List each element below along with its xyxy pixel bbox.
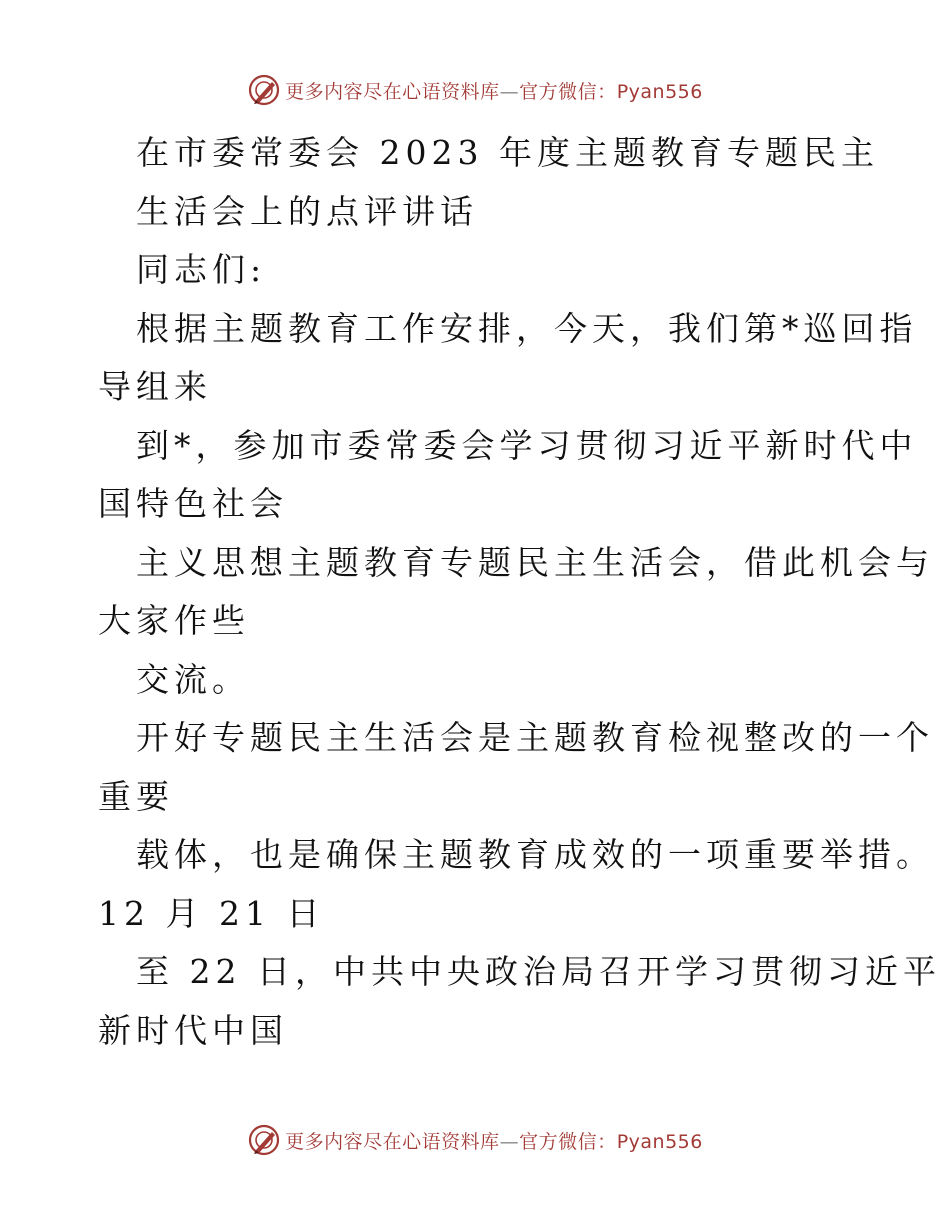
text-line: 至 22 日，中共中央政治局召开学习贯彻习近平 — [136, 952, 941, 991]
text-line: 生活会上的点评讲话 — [136, 191, 478, 231]
text-line: 同志们: — [136, 250, 267, 289]
text-line: 12 月 21 日 — [98, 893, 325, 933]
pen-logo-icon — [247, 73, 281, 107]
watermark-footer — [0, 1120, 950, 1160]
text-line: 根据主题教育工作安排，今天，我们第*巡回指 — [136, 308, 918, 348]
text-line: 交流。 — [136, 659, 250, 699]
pen-logo-icon — [247, 1123, 281, 1157]
text-line: 开好专题民主生活会是主题教育检视整改的一个 — [136, 718, 934, 757]
watermark-header — [0, 70, 950, 110]
text-line: 重要 — [98, 776, 174, 816]
text-line: 大家作些 — [98, 601, 250, 640]
watermark-text: 更多内容尽在心语资料库—官方微信：Pyan556 — [285, 1130, 703, 1153]
text-line: 国特色社会 — [98, 484, 288, 523]
watermark-text: 更多内容尽在心语资料库—官方微信：Pyan556 — [285, 80, 703, 103]
text-line: 导组来 — [98, 367, 212, 406]
text-line: 主义思想主题教育专题民主生活会，借此机会与 — [136, 542, 934, 582]
text-line: 到*，参加市委常委会学习贯彻习近平新时代中 — [136, 425, 918, 465]
text-line: 在市委常委会 2023 年度主题教育专题民主 — [136, 133, 879, 172]
text-line: 新时代中国 — [98, 1010, 288, 1050]
text-line: 载体，也是确保主题教育成效的一项重要举措。 — [136, 835, 934, 874]
document-body — [98, 124, 941, 1060]
